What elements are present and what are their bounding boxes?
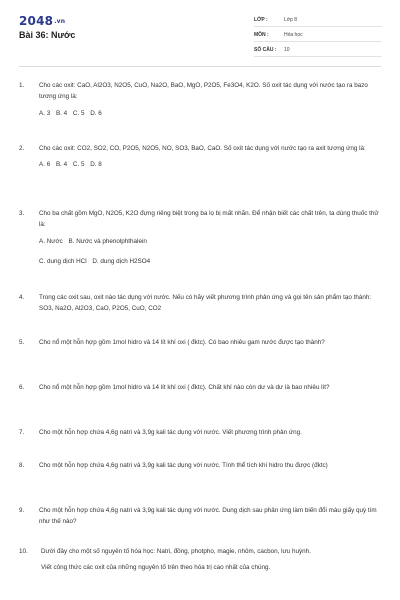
question-body xyxy=(39,337,379,348)
question-text: Cho nổ một hỗn hợp gồm 1mol hidro và 14 lít khí oxi ( đktc). Có bao nhiêu gam nước được tạo thành? xyxy=(39,339,325,346)
question-body xyxy=(39,382,379,393)
meta-key: LỚP : xyxy=(254,17,268,23)
answer-option-a[interactable]: A. 6 xyxy=(39,161,51,169)
site-logo[interactable] xyxy=(19,14,65,28)
question-number: 3. xyxy=(19,210,25,217)
question-text: Cho các oxit: CaO, Al2O3, N2O5, CuO, Na2O, BaO, MgO, P2O5, Fe3O4, K2O. Số oxit tác dụng với nước tạo ra bazo tương ứng là: xyxy=(39,82,368,101)
question-number: 9. xyxy=(19,507,25,514)
header-divider xyxy=(19,66,381,67)
question-body xyxy=(39,505,379,528)
question-number: 7. xyxy=(19,429,25,436)
question-text: Dưới đây cho một số nguyên tố hóa học: Natri, đồng, photpho, magie, nhôm, cacbon, lưu huỳnh. xyxy=(41,548,311,555)
question-body xyxy=(39,427,379,438)
question-text: Cho một hỗn hợp chứa 4,6g natri và 3,9g kali tác dụng với nước. Dung dịch sau phản ứng làm biến đổi màu giấy quỳ tím như thế nào? xyxy=(39,507,377,526)
meta-key: SỐ CÂU : xyxy=(254,47,277,53)
question-number: 10. xyxy=(19,548,28,555)
logo-suffix: .vn xyxy=(54,18,66,25)
meta-key: MÔN : xyxy=(254,32,269,38)
question-text-continued: Viết công thức các oxit của những nguyên tố trên theo hóa trị cao nhất của chúng. xyxy=(41,564,271,572)
question-number: 1. xyxy=(19,82,25,89)
page-title: Bài 36: Nước xyxy=(19,30,76,40)
question-text: Cho các oxit: CO2, SO2, CO, P2O5, N2O5, NO, SO3, BaO, CaO. Số oxit tác dụng với nước tạo ra axit tương ứng là: xyxy=(39,145,366,152)
question-text: Cho nổ một hỗn hợp gồm 1mol hidro và 14 lít khí oxi ( đktc). Chất khí nào còn dư và dư là bao nhiêu lít? xyxy=(39,384,330,391)
answer-options-row-1 xyxy=(39,236,379,247)
answer-option-b[interactable]: B. Nước và phenolphthalein xyxy=(68,237,147,245)
question-number: 2. xyxy=(19,145,25,152)
question-number: 8. xyxy=(19,462,25,469)
meta-row-class xyxy=(254,14,382,27)
question-body xyxy=(39,143,379,171)
answer-option-d[interactable]: D. 8 xyxy=(90,161,102,169)
answer-option-c[interactable]: C. 5 xyxy=(72,161,85,169)
question-text: Trong các oxit sau, oxit nào tác dụng với nước. Nếu có hãy viết phương trình phản ứng và gọi tên sản phẩm tạo thành: SO3, Na2O, Al2O3, CaO, P2O5, CuO, CO2 xyxy=(39,294,372,313)
answer-options-row-2 xyxy=(39,256,379,267)
question-number: 5. xyxy=(19,339,25,346)
answer-option-c[interactable]: C. dung dịch HCl xyxy=(39,257,87,265)
worksheet-header xyxy=(0,0,400,64)
question-body xyxy=(39,208,379,267)
meta-value: Lớp 8 xyxy=(284,17,298,23)
answer-option-d[interactable]: D. dung dịch H2SO4 xyxy=(92,257,151,265)
question-body xyxy=(39,460,379,471)
answer-option-c[interactable]: C. 5 xyxy=(72,109,85,117)
meta-value: 10 xyxy=(284,47,290,53)
logo-text: 2048 xyxy=(19,14,54,28)
meta-row-subject xyxy=(254,29,382,42)
answer-options xyxy=(39,159,379,170)
question-body xyxy=(41,546,379,574)
question-body xyxy=(39,292,379,315)
answer-option-a[interactable]: A. Nước xyxy=(39,237,63,245)
meta-row-count xyxy=(254,44,382,57)
answer-option-b[interactable]: B. 4 xyxy=(55,161,68,169)
question-body xyxy=(39,80,379,119)
answer-options xyxy=(39,108,379,119)
answer-option-a[interactable]: A. 3 xyxy=(39,109,51,117)
meta-value: Hóa học xyxy=(284,32,303,38)
question-text: Cho ba chất gồm MgO, N2O5, K2O đựng riêng biệt trong ba lọ bị mất nhãn. Để nhận biết các chất trên, ta dùng thuốc thử là: xyxy=(39,210,379,229)
question-text: Cho một hỗn hợp chứa 4,6g natri và 3,9g kali tác dụng với nước. Tính thể tích khí hidro thu được (đktc) xyxy=(39,462,328,469)
question-text: Cho một hỗn hợp chứa 4,6g natri và 3,9g kali tác dụng với nước. Viết phương trình phản ứng. xyxy=(39,429,302,436)
answer-option-b[interactable]: B. 4 xyxy=(55,109,68,117)
answer-option-d[interactable]: D. 6 xyxy=(90,109,102,117)
question-number: 6. xyxy=(19,384,25,391)
question-number: 4. xyxy=(19,294,25,301)
